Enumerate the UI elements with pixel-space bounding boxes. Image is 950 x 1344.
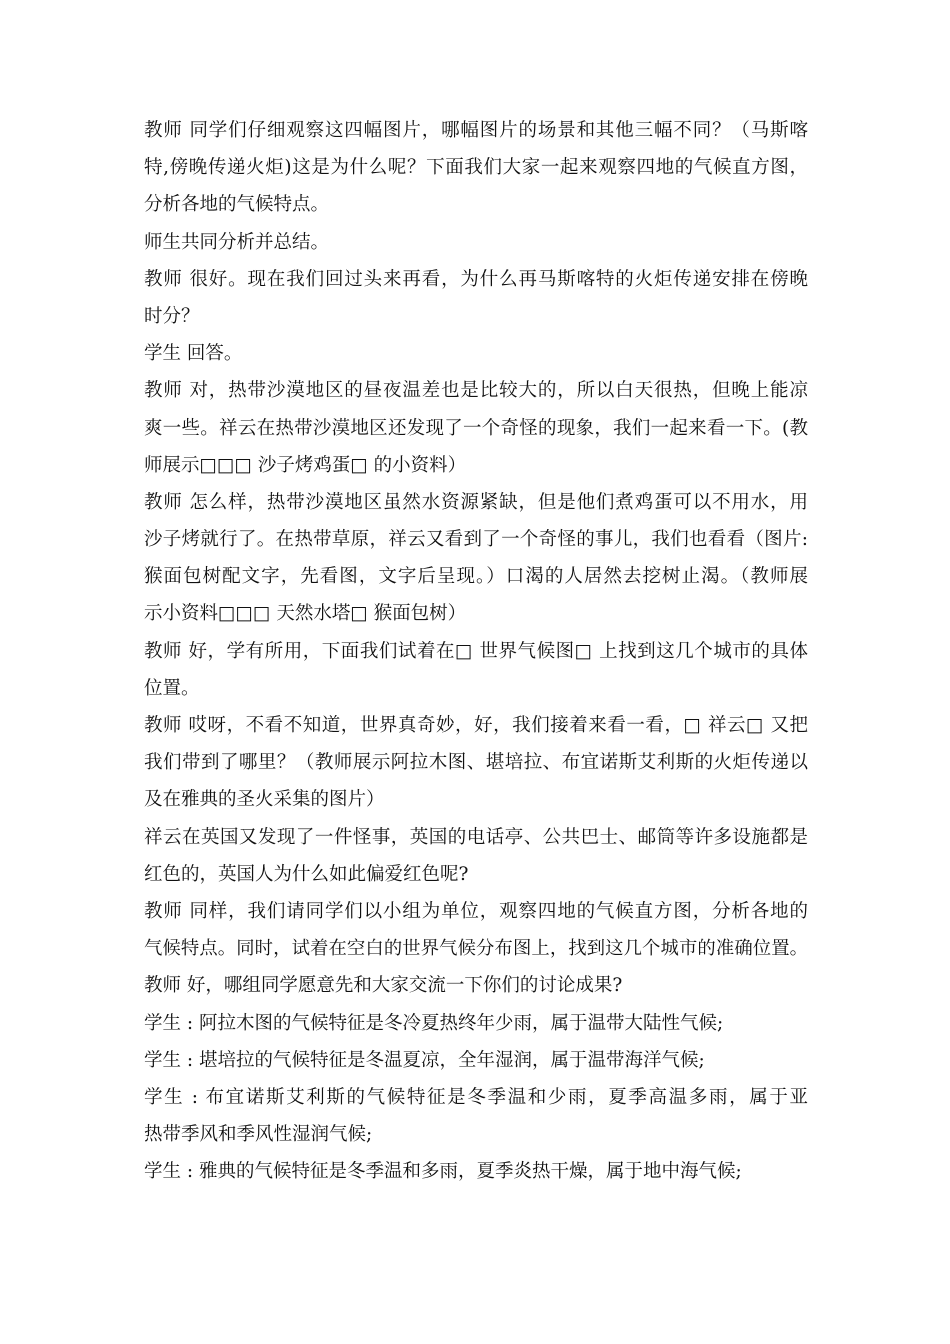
text-line: 教师 哎呀，不看不知道，世界真奇妙，好，我们接着来看一看，□ 祥云□ 又把 [144, 715, 808, 736]
text-line: 师生共同分析并总结。 [144, 231, 330, 253]
document-body [144, 112, 808, 1190]
text-line: 示小资料□□□ 天然水塔□ 猴面包树） [144, 603, 467, 625]
text-line: 教师 好，哪组同学愿意先和大家交流一下你们的讨论成果? [144, 975, 623, 997]
text-line: 师展示□□□ 沙子烤鸡蛋□ 的小资料） [144, 454, 467, 476]
text-line: 学生 回答。 [144, 343, 243, 365]
text-line: 爽一些。祥云在热带沙漠地区还发现了一个奇怪的现象，我们一起来看一下。(教 [144, 417, 808, 439]
text-line: 学生 : 堪培拉的气候特征是冬温夏凉，全年湿润，属于温带海洋气候; [144, 1049, 705, 1071]
text-line: 位置。 [144, 677, 200, 699]
text-line: 学生 : 布宜诺斯艾利斯的气候特征是冬季温和少雨，夏季高温多雨，属于亚 [144, 1086, 808, 1108]
text-line: 我们带到了哪里？（教师展示阿拉木图、堪培拉、布宜诺斯艾利斯的火炬传递以 [144, 752, 808, 774]
text-line: 时分？ [144, 305, 200, 327]
text-line: 教师 好，学有所用，下面我们试着在□ 世界气候图□ 上找到这几个城市的具体 [144, 640, 808, 662]
text-line: 教师 对，热带沙漠地区的昼夜温差也是比较大的，所以白天很热，但晚上能凉 [144, 380, 808, 402]
text-line: 教师 怎么样，热带沙漠地区虽然水资源紧缺，但是他们煮鸡蛋可以不用水，用 [144, 491, 808, 513]
text-line: 学生 : 阿拉木图的气候特征是冬冷夏热终年少雨，属于温带大陆性气候; [144, 1012, 724, 1034]
text-line: 学生 : 雅典的气候特征是冬季温和多雨，夏季炎热干燥，属于地中海气候; [144, 1161, 742, 1183]
text-line: 祥云在英国又发现了一件怪事，英国的电话亭、公共巴士、邮筒等许多设施都是 [144, 826, 808, 848]
text-line: 猴面包树配文字，先看图，文字后呈现。）口渴的人居然去挖树止渴。（教师展 [144, 566, 808, 588]
text-line: 教师 同学们仔细观察这四幅图片，哪幅图片的场景和其他三幅不同？（马斯喀 [144, 120, 808, 141]
text-line: 教师 同样，我们请同学们以小组为单位，观察四地的气候直方图，分析各地的 [144, 900, 808, 922]
text-line: 热带季风和季风性湿润气候; [144, 1124, 373, 1146]
text-line: 分析各地的气候特点。 [144, 194, 330, 216]
text-line: 气候特点。同时，试着在空白的世界气候分布图上，找到这几个城市的准确位置。 [144, 938, 808, 960]
text-line: 教师 很好。现在我们回过头来再看，为什么再马斯喀特的火炬传递安排在傍晚 [144, 268, 808, 290]
text-line: 沙子烤就行了。在热带草原，祥云又看到了一个奇怪的事儿，我们也看看（图片: [144, 529, 808, 551]
text-line: 特,傍晚传递火炬)这是为什么呢？下面我们大家一起来观察四地的气候直方图， [144, 157, 808, 179]
text-line: 及在雅典的圣火采集的图片） [144, 789, 385, 811]
text-line: 红色的，英国人为什么如此偏爱红色呢? [144, 863, 469, 885]
